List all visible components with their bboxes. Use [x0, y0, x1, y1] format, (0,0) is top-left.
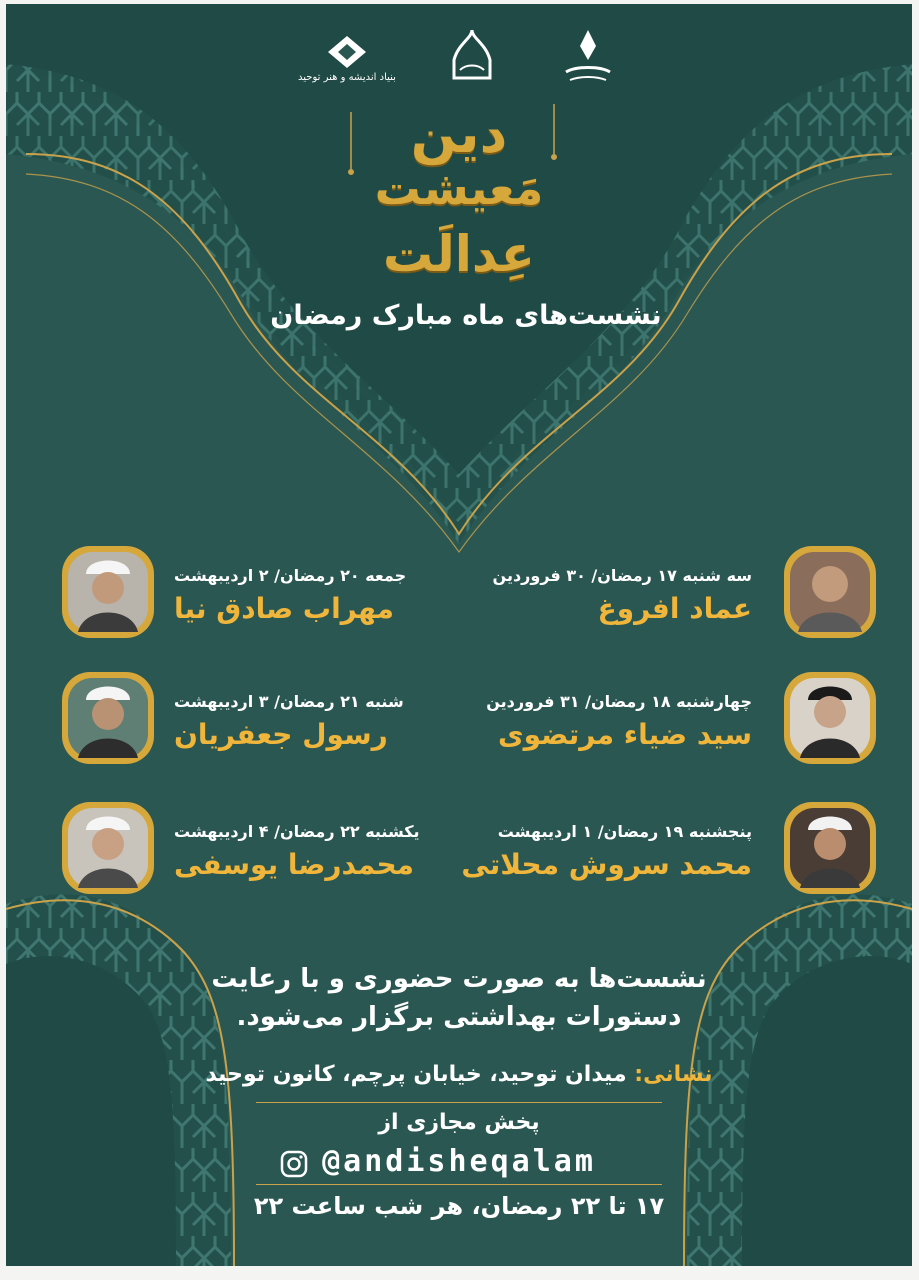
avatar: [56, 540, 160, 644]
avatar: [778, 666, 882, 770]
speaker-date: یکشنبه ۲۲ رمضان/ ۴ اردیبهشت: [174, 822, 420, 841]
speaker-2: [462, 666, 882, 776]
logo-left-text: بنیاد اندیشه و هنر توحید: [298, 72, 396, 83]
avatar: [56, 666, 160, 770]
speaker-1: [462, 540, 882, 650]
speaker-name: محمدرضا یوسفی: [174, 848, 414, 881]
notice-line-2: دستورات بهداشتی برگزار می‌شود.: [236, 1002, 682, 1032]
dome-logo-icon: [444, 26, 500, 86]
address-value: میدان توحید، خیابان پرچم، کانون توحید: [205, 1062, 627, 1087]
speaker-name: مهراب صادق نیا: [174, 592, 394, 625]
pen-logo-icon: [558, 26, 618, 86]
subtitle: نشست‌های ماه مبارک رمضان: [270, 300, 662, 331]
divider: [256, 1184, 662, 1185]
speaker-4: [56, 540, 476, 650]
divider: [256, 1102, 662, 1103]
address-label: نشانی:: [634, 1062, 713, 1087]
address: [6, 1062, 912, 1087]
speaker-5: [56, 666, 476, 776]
logo-anjoman: [558, 26, 618, 86]
title-maishat: مَعیشت: [374, 161, 544, 215]
title-din: دین: [410, 102, 508, 165]
speaker-date: جمعه ۲۰ رمضان/ ۲ اردیبهشت: [174, 566, 407, 585]
event-poster: [6, 4, 912, 1266]
speaker-date: سه شنبه ۱۷ رمضان/ ۳۰ فروردین: [492, 566, 752, 585]
speaker-date: چهارشنبه ۱۸ رمضان/ ۳۱ فروردین: [486, 692, 752, 711]
speaker-6: [56, 796, 476, 906]
broadcast-label: پخش مجازی از: [378, 1110, 540, 1135]
instagram-handle[interactable]: @andisheqalam: [322, 1144, 596, 1179]
avatar: [778, 540, 882, 644]
book-mark-icon: [324, 32, 370, 72]
speaker-date: پنجشنبه ۱۹ رمضان/ ۱ اردیبهشت: [497, 822, 752, 841]
logo-bonyad-tohid: [298, 32, 396, 83]
avatar: [56, 796, 160, 900]
avatar: [778, 796, 882, 900]
speaker-name: رسول جعفریان: [174, 718, 388, 751]
speaker-name: سید ضیاء مرتضوی: [497, 718, 752, 751]
speaker-name: محمد سروش محلاتی: [461, 848, 752, 881]
speaker-name: عماد افروغ: [597, 592, 752, 625]
title-edalat: عِدالَت: [383, 225, 535, 283]
notice-line-1: نشست‌ها به صورت حضوری و با رعایت: [211, 964, 707, 994]
schedule: ۱۷ تا ۲۲ رمضان، هر شب ساعت ۲۲: [253, 1192, 665, 1220]
logo-kanoon-tohid: [444, 26, 500, 86]
speaker-date: شنبه ۲۱ رمضان/ ۳ اردیبهشت: [174, 692, 404, 711]
speaker-3: [462, 796, 882, 906]
